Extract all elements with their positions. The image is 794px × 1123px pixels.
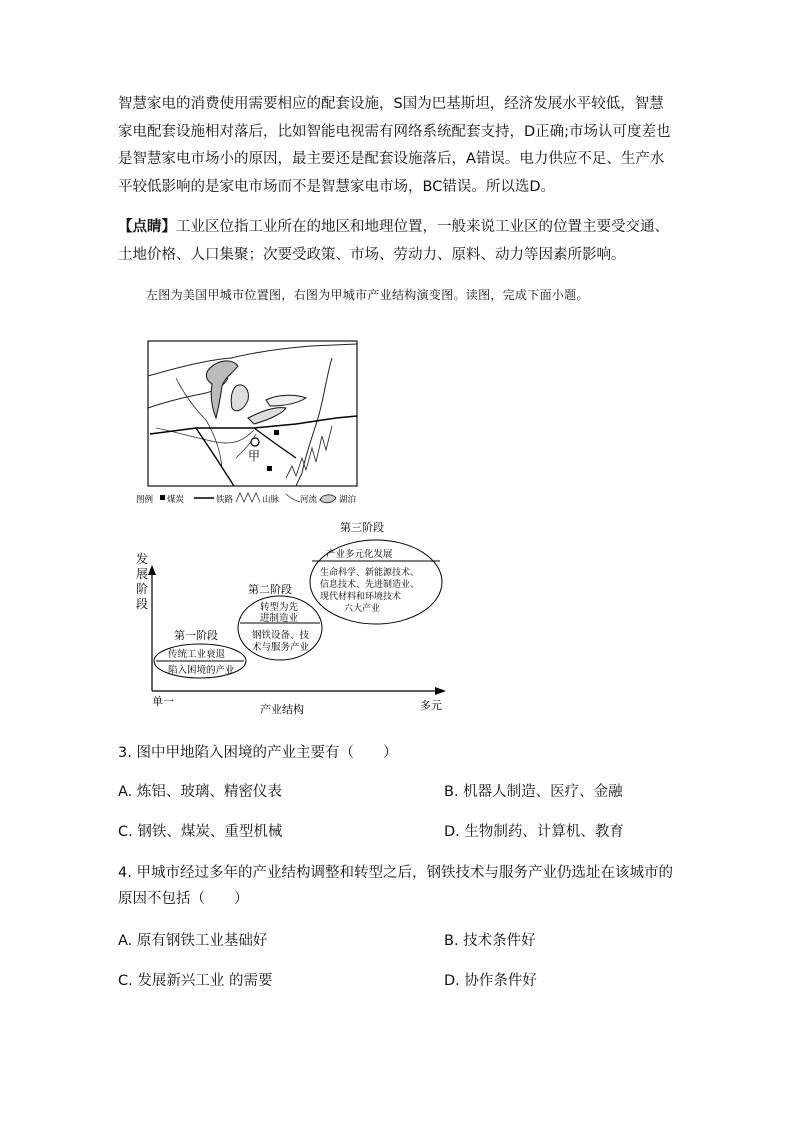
question-3-stem: 3. 图中甲地陷入困境的产业主要有（ ） xyxy=(118,745,398,761)
city-marker xyxy=(251,438,259,446)
stage1-line1: 传统工业衰退 xyxy=(168,649,226,660)
q4-option-a[interactable]: A. 原有钢铁工业基础好 xyxy=(118,933,268,949)
legend-mountain: 山脉 xyxy=(262,495,280,505)
q3-option-b[interactable]: B. 机器人制造、医疗、金融 xyxy=(444,784,623,800)
q4-option-b[interactable]: B. 技术条件好 xyxy=(444,933,536,949)
legend-coal: 煤炭 xyxy=(167,495,185,505)
x-end-label: 多元 xyxy=(420,699,442,712)
stage2-line3: 钢铁设备、技 xyxy=(252,630,310,641)
stage3-line4: 现代材料和环境技术 xyxy=(320,592,402,602)
dianjing-label: 【点睛】 xyxy=(118,219,176,235)
coal-marker xyxy=(267,466,272,471)
legend-title: 图例 xyxy=(136,495,154,505)
explanation-paragraph: 智慧家电的消费使用需要相应的配套设施，S国为巴基斯坦，经济发展水平较低，智慧家电配套设施相对落后，比如智能电视需有网络系统配套支持，D正确;市场认可度差也是智慧家电市场小的原因，最主要还是配套设施落后，A错误。电力供应不足、生产水平较低影响的是家电市场而不是智慧家电市场，BC错误。所以选D。 xyxy=(118,96,671,195)
q3-option-a[interactable]: A. 炼铝、玻璃、精密仪表 xyxy=(118,784,282,800)
stage3-title: 第三阶段 xyxy=(340,521,384,534)
legend-lake: 湖泊 xyxy=(339,495,357,505)
stage2-line4: 术与服务产业 xyxy=(252,642,310,653)
stage2-line2: 进制造业 xyxy=(260,613,299,624)
figure-caption: 左图为美国甲城市位置图，右图为甲城市产业结构演变图。读图，完成下面小题。 xyxy=(146,288,589,302)
q3-option-c[interactable]: C. 钢铁、煤炭、重型机械 xyxy=(118,824,283,840)
y-label-char: 展 xyxy=(136,567,149,581)
dianjing-paragraph xyxy=(118,214,678,269)
y-label-char: 阶 xyxy=(136,582,149,596)
y-label-char: 段 xyxy=(136,597,149,611)
x-axis-label: 产业结构 xyxy=(260,703,304,716)
stage3-line3: 信息技术、先进制造业、 xyxy=(320,580,420,590)
city-label: 甲 xyxy=(248,449,261,463)
x-start-label: 单一 xyxy=(152,695,174,708)
city-location-map xyxy=(136,338,362,508)
stage3-line5: 六大产业 xyxy=(344,604,381,614)
stage3-line2: 生命科学、新能源技术、 xyxy=(320,568,420,578)
y-label-char: 发 xyxy=(136,552,149,566)
legend-river: 河流 xyxy=(300,495,318,505)
stage3-line1: 产业多元化发展 xyxy=(326,549,393,560)
question-4-stem: 4. 甲城市经过多年的产业结构调整和转型之后，钢铁技术与服务产业仍选址在该城市的原因不包括（ ） xyxy=(118,865,673,907)
stage1-title: 第一阶段 xyxy=(174,629,218,642)
q3-option-d[interactable]: D. 生物制药、计算机、教育 xyxy=(444,824,624,840)
stage1-line2: 陷入困境的产业 xyxy=(168,665,235,676)
coal-marker xyxy=(274,430,279,435)
q4-option-d[interactable]: D. 协作条件好 xyxy=(444,973,537,989)
stage2-line1: 转型为先 xyxy=(260,602,299,613)
legend-railway: 铁路 xyxy=(216,495,234,505)
stage2-title: 第二阶段 xyxy=(248,583,292,596)
dianjing-text: 工业区位指工业所在的地区和地理位置，一般来说工业区的位置主要受交通、土地价格、人口集聚；次要受政策、市场、劳动力、原料、动力等因素所影响。 xyxy=(118,219,669,263)
industry-structure-diagram xyxy=(130,515,460,720)
q4-option-c[interactable]: C. 发展新兴工业 的需要 xyxy=(118,973,273,989)
